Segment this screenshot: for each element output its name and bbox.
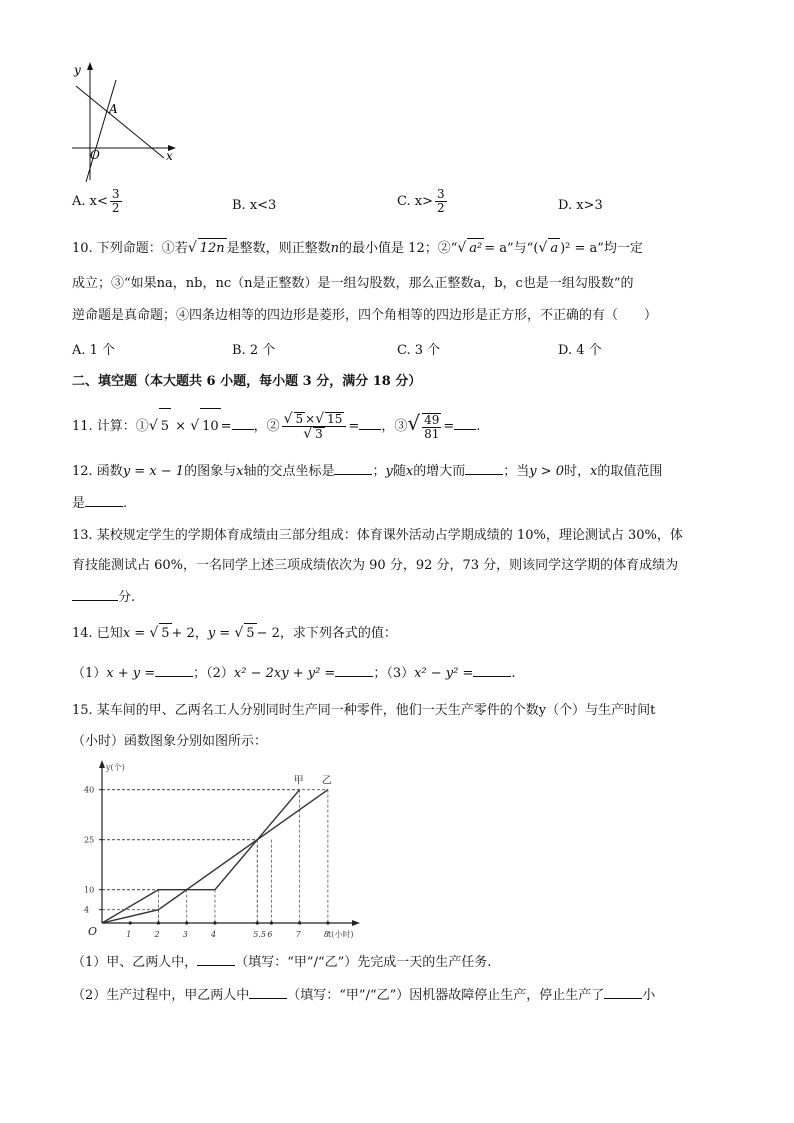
q12-line-1 [72,462,662,482]
q14-end: . [511,666,516,681]
q12-text-b: 的图象与 [184,464,237,479]
y-axis-label: y(个) [106,763,125,772]
q15-sub1-suffix: （填写：“甲”/“乙”）先完成一天的生产任务. [235,955,492,970]
x-axis-label: t(小时) [328,930,354,939]
q9-option-b: B. x<3 [232,198,277,213]
q11-eq3: = [443,419,455,434]
option-a-prefix: A. x< [72,194,108,209]
x-tick-label: 8 [323,930,329,939]
x-tick-dot [185,921,188,924]
q15-line-2: （小时）函数图象分别如图所示： [72,734,268,749]
q11-blank-3[interactable] [454,417,476,430]
q12-var-x3: x [590,464,598,479]
q14-prefix: 14. 已知 [72,626,123,641]
series-line-jia [102,790,300,923]
q13-line-2: 育技能测试占 60%，一名同学上述三项成绩依次为 90 分，92 分，73 分，则该同学这学期的体育成绩为 [72,558,679,573]
q14-part1-label: （1） [72,666,107,681]
x-tick-label: 2 [154,930,160,939]
q12-text-f: 的增大而 [413,464,466,479]
q11-sep1: ，② [253,419,280,434]
y-tick-label: 25 [84,835,95,845]
x-axis-arrow [352,920,360,926]
q14-blank-2[interactable] [335,664,373,677]
q11-num-times: × [305,412,316,426]
x-tick-label: 7 [295,930,301,939]
q14-sqrt5-b: 5 [244,623,256,644]
y-tick-label: 10 [84,885,95,895]
q12-line2-prefix: 是 [72,496,86,511]
q14-sqrt5-a: 5 [159,623,171,644]
q10-radicand-a2: a² [467,238,484,259]
q12-text-d: ； [372,464,386,479]
q12-var-x2: x [405,464,414,479]
q13-line-1: 13. 某校规定学生的学期体育成绩由三部分组成：体育课外活动占学期成绩的 10%，理论测试占 30%，体 [72,528,683,543]
y-axis-arrow [87,62,93,70]
x-tick-label: 4 [210,930,217,939]
q11-eq2: = [348,419,360,434]
q12-text-h: 时， [564,464,591,479]
q12-condition: y > 0 [529,464,564,479]
q11-num-sqrt15: 15 [327,412,343,426]
q12-line-2 [72,494,127,514]
origin-label: O [90,148,100,162]
q11-sqrt5: 5 [159,408,171,445]
x-tick-dot [298,921,301,924]
q11-sep2: ，③ [381,419,408,434]
q10-text-d: = a”与“( [484,241,539,256]
q13-blank[interactable] [72,588,118,601]
option-a-fraction [110,188,122,215]
q14-blank-1[interactable] [155,664,193,677]
q14-minus-2: − 2 [256,626,280,641]
option-c-prefix: C. x> [397,194,433,209]
q11-eq1: = [220,419,232,434]
option-a-denominator: 2 [111,201,120,215]
q12-line2-end: . [123,496,128,511]
q10-text-b: 是整数，则正整数 [226,241,331,256]
q15-sub2 [72,986,655,1006]
q10-text-a: 10. 下列命题：①若 [72,241,188,256]
q11-sqrt10: 10 [200,408,221,445]
x-tick-dot [157,921,160,924]
production-chart [72,758,362,948]
q15-sub2-suffix: 小 [642,988,656,1003]
q11-prefix: 11. 计算：① [72,419,149,434]
q12-text-g: ；当 [503,464,530,479]
y-axis-label: y [74,63,81,77]
q11-frac3-den: 81 [424,426,440,441]
q14-suffix: ，求下列各式的值： [279,626,397,641]
x-axis-label: x [166,149,173,163]
q14-x-eq: x = [122,626,146,641]
x-tick-dot [270,921,273,924]
x-tick-label: 1 [126,930,132,939]
option-c-denominator: 2 [436,201,445,215]
q14-line-2 [72,664,516,684]
q10-var-n: n [330,241,340,256]
q15-blank-1[interactable] [197,953,235,966]
x-tick-label: 5.5 [253,930,267,939]
q10-option-a: A. 1 个 [72,343,116,358]
option-c-numerator: 3 [436,187,445,201]
origin-label: O [88,925,98,938]
q11-blank-1[interactable] [232,417,254,430]
q12-blank-1[interactable] [334,462,372,475]
series-label-jia: 甲 [293,775,304,787]
q15-line-1: 15. 某车间的甲、乙两名工人分别同时生产同一种零件，他们一天生产零件的个数y（个）与生产时间t [72,703,656,718]
q10-option-b: B. 2 个 [232,343,276,358]
linear-graph-figure [68,58,180,184]
q12-var-y: y [385,464,393,479]
q11-frac3-num: 49 [424,412,440,427]
q11-times: × [175,419,187,434]
q11-den-sqrt3: 3 [315,427,323,441]
q14-expr1: x + y = [106,666,156,681]
q10-radicand-12n: 12n [198,238,227,259]
q12-blank-2[interactable] [465,462,503,475]
q11-fraction-2: $\frac{√ 5 \times√ 15}{√ 3}$ [282,412,347,441]
option-a-numerator: 3 [111,187,120,201]
q13-line-3 [72,588,135,608]
chart-labels [84,762,353,939]
q11-line: 11. 计算：①√ 5 × √ 10 = ，② $\frac{√ 5 \times√ 15}{√ 3}$ = ，③√ $\frac{49}{81}$ = . [72,405,480,445]
q12-function: y = x − 1 [122,464,185,479]
x-tick-label: 3 [182,930,188,939]
q15-blank-3[interactable] [604,986,642,999]
q14-line-1: 14. 已知x = √ 5 + 2，y = √ 5 − 2，求下列各式的值： [72,623,397,644]
q14-expr2: x² − 2xy + y² = [233,666,336,681]
q10-radicand-a: a [548,238,560,259]
chart-series [102,790,328,923]
q12-text-c: 轴的交点坐标是 [243,464,335,479]
x-tick-dot [256,921,259,924]
q15-sub1 [72,953,491,973]
q12-text-i: 的取值范围 [597,464,663,479]
q15-sub2-middle: （填写：“甲”/“乙”）因机器故障停止生产，停止生产了 [287,988,605,1003]
q10-option-c: C. 3 个 [397,343,441,358]
q10-line-1: 10. 下列命题：①若√ 12n 是整数，则正整数n的最小值是 12；②“√ a² = a”与“(√ a )² = a”均一定 [72,238,643,259]
q14-plus-2: + 2 [171,626,195,641]
q10-option-d: D. 4 个 [558,343,602,358]
q13-line3-text: 分. [118,590,136,605]
q10-line-2: 成立；③“如果na，nb，nc（n是正整数）是一组勾股数，那么正整数a，b，c也是一组勾股数”的 [72,276,634,291]
q14-sep: ， [194,626,208,641]
section-2-heading: 二、填空题（本大题共 6 小题，每小题 3 分，满分 18 分） [72,374,422,389]
y-tick-label: 4 [84,905,90,915]
q14-part2-label: ；（2） [193,666,234,681]
q10-text-e: )² = a”均一定 [560,241,643,256]
q11-fraction-3 [422,413,441,441]
q14-expr3: x² − y² = [414,666,474,681]
q9-option-c [397,188,449,215]
q10-text-c: 的最小值是 12；②“ [339,241,458,256]
q9-option-d: D. x>3 [558,198,603,213]
q12-text-a: 12. 函数 [72,464,123,479]
y-tick-label: 40 [84,785,95,795]
q12-text-e: 随 [392,464,406,479]
q12-var-x: x [236,464,244,479]
y-axis-arrow [99,760,105,768]
q11-end: . [476,419,481,434]
q12-blank-3[interactable] [85,494,123,507]
q15-sub1-prefix: （1）甲、乙两人中， [72,955,198,970]
q14-part3-label: ；（3） [373,666,415,681]
x-tick-dot [129,921,132,924]
q11-blank-2[interactable] [359,417,381,430]
q15-blank-2[interactable] [249,986,287,999]
option-c-fraction [435,188,447,215]
x-tick-label: 6 [267,930,273,939]
q15-sub2-prefix: （2）生产过程中，甲乙两人中 [72,988,250,1003]
x-tick-dot [326,921,329,924]
series-label-yi: 乙 [321,775,332,787]
q14-blank-3[interactable] [473,664,511,677]
q10-line-3: 逆命题是真命题；④四条边相等的四边形是菱形，四个角相等的四边形是正方形，不正确的有（ ） [72,308,658,323]
x-tick-dot [213,921,216,924]
q11-num-sqrt5: 5 [295,412,304,426]
q9-option-a [72,188,124,215]
point-a-label: A [109,102,118,116]
q14-y-eq: y = [207,626,231,641]
